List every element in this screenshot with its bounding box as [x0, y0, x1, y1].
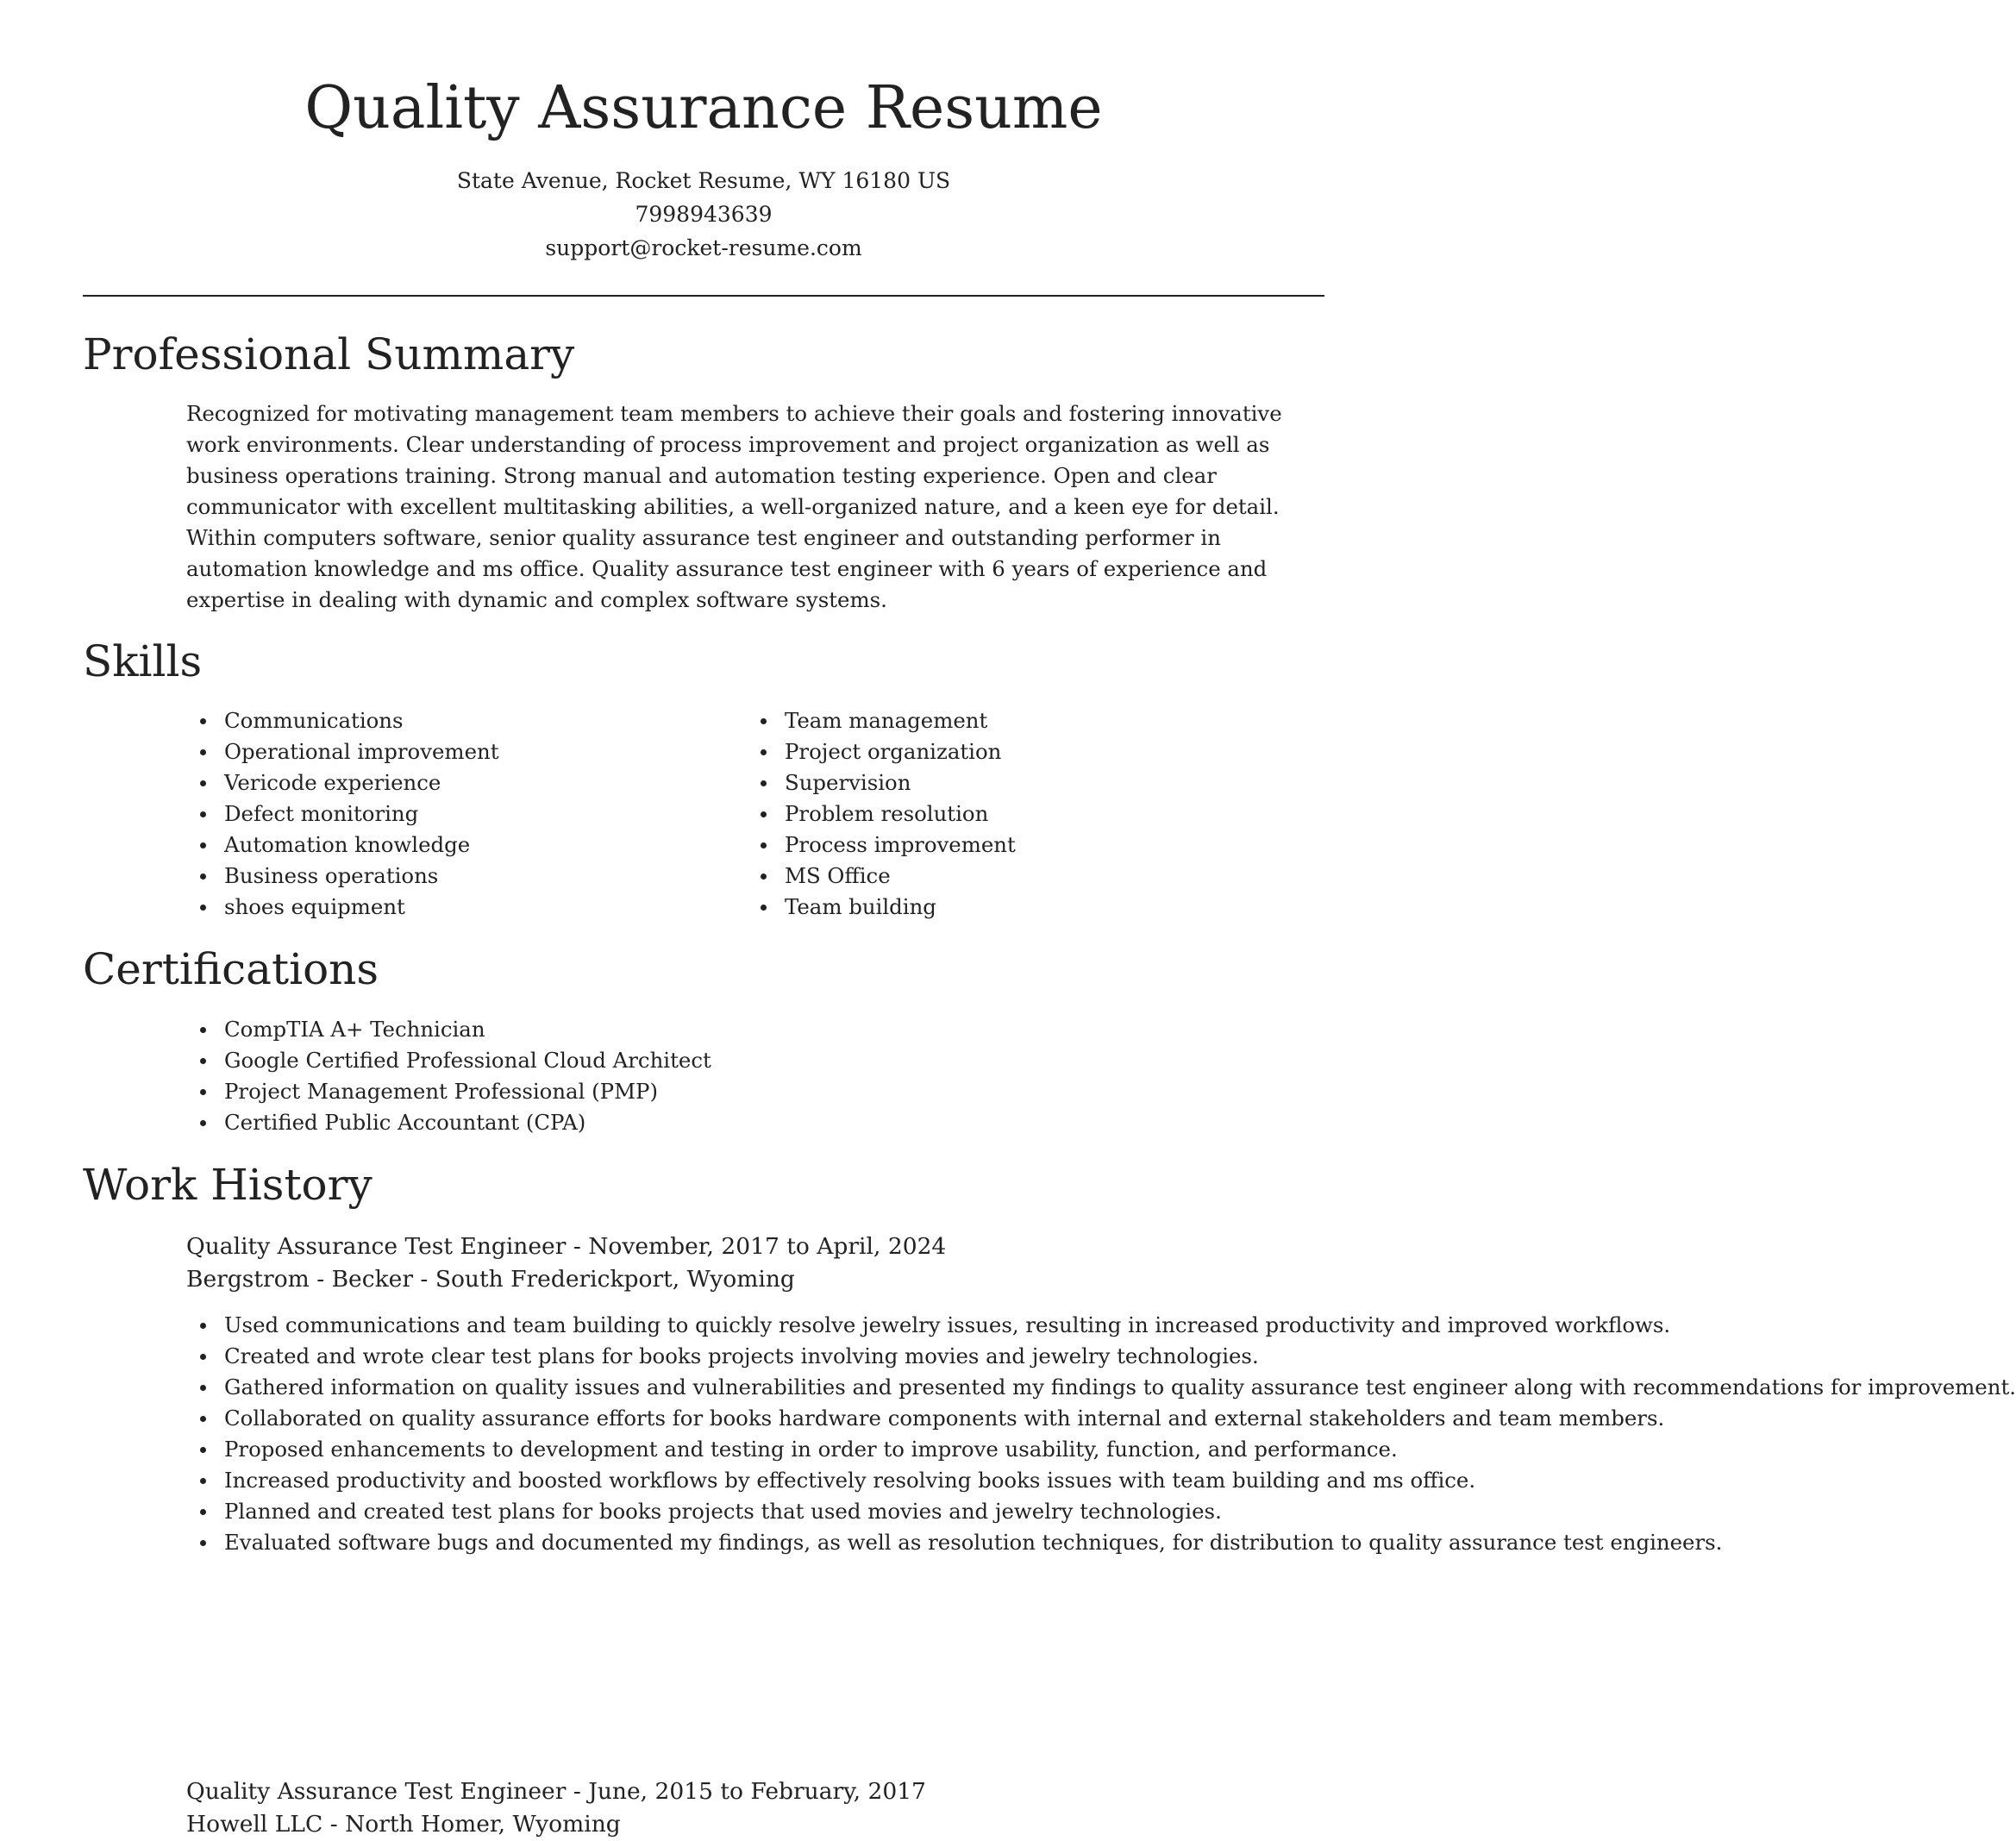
skill-item: MS Office	[747, 861, 1299, 892]
job-dates: June, 2015 to February, 2017	[588, 1778, 926, 1805]
job-bullet: Collaborated on quality assurance efforts for books hardware components with internal and external stakeholders and team members.	[186, 1403, 1326, 1434]
job-bullet: Gathered information on quality issues and vulnerabilities and presented my findings to quality assurance test engineer along with recommendations for improvement.	[186, 1372, 1326, 1403]
resume-title: Quality Assurance Resume	[304, 74, 1103, 142]
separator: -	[413, 1266, 435, 1293]
job-company-line	[186, 1807, 621, 1841]
job-title: Quality Assurance Test Engineer	[186, 1233, 567, 1260]
resume-header	[0, 69, 1407, 265]
job-bullet: Used communications and team building to quickly resolve jewelry issues, resulting in increased productivity and improved workflows.	[186, 1310, 1326, 1341]
job-company: Howell LLC	[186, 1811, 323, 1838]
separator: -	[566, 1233, 589, 1260]
certification-item: Certified Public Accountant (CPA)	[186, 1107, 1307, 1138]
contact-email: support@rocket-resume.com	[545, 235, 862, 260]
certifications-heading: Certifications	[83, 944, 379, 994]
contact-block	[0, 164, 1407, 265]
job-location: North Homer, Wyoming	[345, 1811, 621, 1838]
skill-item: Operational improvement	[186, 736, 738, 767]
contact-address: State Avenue, Rocket Resume, WY 16180 US	[456, 168, 951, 193]
job-bullet: Created and wrote clear test plans for books projects involving movies and jewelry technologies.	[186, 1341, 1326, 1372]
job-location: South Frederickport, Wyoming	[435, 1266, 795, 1293]
skill-item: Communications	[186, 705, 738, 736]
job-title: Quality Assurance Test Engineer	[186, 1778, 567, 1805]
job-responsibilities	[186, 1310, 2016, 1558]
job-company: Bergstrom - Becker	[186, 1266, 413, 1293]
skills-list-left	[186, 705, 738, 923]
summary-heading: Professional Summary	[83, 329, 575, 379]
skill-item: Defect monitoring	[186, 798, 738, 830]
job-bullet: Proposed enhancements to development and testing in order to improve usability, function, and performance.	[186, 1434, 1326, 1465]
certification-item: CompTIA A+ Technician	[186, 1014, 1307, 1045]
work-history-heading: Work History	[83, 1160, 373, 1210]
contact-phone: 7998943639	[635, 202, 773, 227]
skill-item: Team building	[747, 892, 1299, 923]
job-bullet: Increased productivity and boosted workflows by effectively resolving books issues with team building and ms office.	[186, 1465, 1326, 1496]
skill-item: Problem resolution	[747, 798, 1299, 830]
job-bullet: Evaluated software bugs and documented my findings, as well as resolution techniques, for distribution to quality assurance test engineers.	[186, 1527, 1326, 1558]
header-divider	[83, 295, 1324, 297]
skill-item: Project organization	[747, 736, 1299, 767]
summary-text: Recognized for motivating management team members to achieve their goals and fostering innovative work environments. Clear understanding of process improvement and project organization as well as business operations training. Strong manual and automation testing experience. Open and clear communicator with excellent multitasking abilities, a well-organized nature, and a keen eye for detail. Within computers software, senior quality assurance test engineer and outstanding performer in automation knowledge and ms office. Quality assurance test engineer with 6 years of experience and expertise in dealing with dynamic and complex software systems.	[186, 401, 1282, 612]
separator: -	[322, 1811, 346, 1838]
skill-item: Automation knowledge	[186, 830, 738, 861]
skill-item: Process improvement	[747, 830, 1299, 861]
skill-item: Team management	[747, 705, 1299, 736]
job-company-line	[186, 1262, 795, 1296]
skill-item: Vericode experience	[186, 767, 738, 798]
separator: -	[566, 1778, 589, 1805]
certification-item: Project Management Professional (PMP)	[186, 1076, 1307, 1107]
skill-item: Supervision	[747, 767, 1299, 798]
job-dates: November, 2017 to April, 2024	[588, 1233, 947, 1260]
skill-item: Business operations	[186, 861, 738, 892]
certification-item: Google Certified Professional Cloud Architect	[186, 1045, 1307, 1076]
job-title-line	[186, 1230, 946, 1263]
skill-item: shoes equipment	[186, 892, 738, 923]
job-title-line	[186, 1775, 926, 1808]
job-bullet: Planned and created test plans for books projects that used movies and jewelry technologies.	[186, 1496, 1326, 1527]
certifications-list	[186, 1014, 1307, 1138]
skills-heading: Skills	[83, 636, 203, 686]
skills-list-right	[747, 705, 1299, 923]
